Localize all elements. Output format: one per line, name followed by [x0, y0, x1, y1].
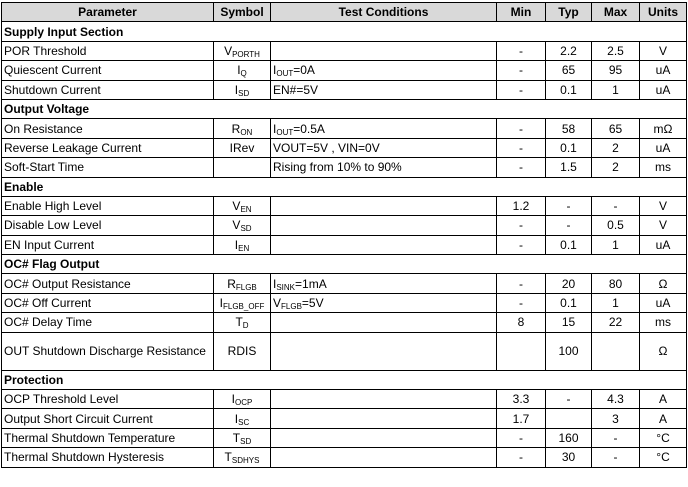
- symbol-cell: [214, 158, 271, 177]
- section-title: OC# Flag Output: [2, 255, 687, 274]
- table-row: [2, 274, 687, 293]
- table-row: [2, 41, 687, 60]
- table-row: [2, 448, 687, 467]
- max-cell: 1: [592, 235, 640, 254]
- header-max: Max: [592, 3, 640, 22]
- section-title: Supply Input Section: [2, 22, 687, 41]
- header-parameter: Parameter: [2, 3, 214, 22]
- symbol-main: I: [234, 237, 239, 252]
- condition-cell: [271, 428, 497, 447]
- condition-cell: [271, 196, 497, 215]
- parameter-cell: Thermal Shutdown Hysteresis: [2, 448, 214, 467]
- symbol-subscript: Q: [240, 69, 247, 79]
- units-cell: V: [640, 196, 687, 215]
- max-cell: 80: [592, 274, 640, 293]
- symbol-subscript: D: [242, 321, 249, 331]
- units-cell: ms: [640, 313, 687, 332]
- max-cell: -: [592, 196, 640, 215]
- max-cell: 4.3: [592, 390, 640, 409]
- typ-cell: 65: [546, 61, 592, 80]
- symbol-cell: [214, 448, 271, 467]
- symbol-subscript: OCP: [235, 398, 253, 408]
- parameter-cell: OC# Off Current: [2, 293, 214, 312]
- condition-cell: [271, 119, 497, 138]
- symbol-main: V: [232, 199, 241, 214]
- units-cell: uA: [640, 293, 687, 312]
- max-cell: 2: [592, 158, 640, 177]
- max-cell: -: [592, 428, 640, 447]
- condition-rest: =0.5A: [293, 121, 325, 136]
- typ-cell: 1.5: [546, 158, 592, 177]
- parameter-cell: Shutdown Current: [2, 80, 214, 99]
- symbol-main: T: [224, 450, 232, 465]
- symbol-cell: [214, 41, 271, 60]
- min-cell: -: [497, 119, 546, 138]
- units-cell: °C: [640, 448, 687, 467]
- condition-cell: [271, 390, 497, 409]
- condition-main: VOUT=5V , VIN=0V: [273, 140, 380, 155]
- section-header-row: [2, 370, 687, 389]
- table-row: [2, 313, 687, 332]
- typ-cell: 160: [546, 428, 592, 447]
- symbol-main: V: [224, 43, 233, 58]
- min-cell: 1.7: [497, 409, 546, 428]
- section-header-row: [2, 177, 687, 196]
- condition-main: EN#=5V: [273, 82, 319, 97]
- max-cell: 1: [592, 80, 640, 99]
- condition-main: I: [273, 276, 277, 291]
- typ-cell: 15: [546, 313, 592, 332]
- parameter-cell: POR Threshold: [2, 41, 214, 60]
- condition-cell: [271, 80, 497, 99]
- header-min: Min: [497, 3, 546, 22]
- condition-rest: =1mA: [295, 276, 327, 291]
- max-cell: 65: [592, 119, 640, 138]
- symbol-main: RDIS: [227, 344, 257, 359]
- symbol-main: IRev: [229, 140, 255, 155]
- condition-main: I: [273, 63, 277, 78]
- symbol-subscript: SD: [240, 437, 252, 446]
- parameter-cell: OC# Output Resistance: [2, 274, 214, 293]
- condition-cell: [271, 332, 497, 370]
- parameter-cell: On Resistance: [2, 119, 214, 138]
- units-cell: uA: [640, 138, 687, 157]
- header-test-conditions: Test Conditions: [271, 3, 497, 22]
- min-cell: -: [497, 61, 546, 80]
- symbol-cell: [214, 428, 271, 447]
- symbol-cell: [214, 119, 271, 138]
- min-cell: -: [497, 274, 546, 293]
- condition-cell: [271, 41, 497, 60]
- condition-cell: [271, 293, 497, 312]
- condition-subscript: OUT: [276, 127, 294, 137]
- units-cell: V: [640, 41, 687, 60]
- min-cell: -: [497, 41, 546, 60]
- condition-main: I: [273, 121, 277, 136]
- symbol-main: R: [231, 121, 241, 136]
- condition-subscript: OUT: [276, 69, 294, 79]
- condition-rest: =0A: [293, 63, 315, 78]
- table-row: [2, 390, 687, 409]
- symbol-cell: [214, 274, 271, 293]
- symbol-cell: [214, 332, 271, 370]
- typ-cell: 0.1: [546, 293, 592, 312]
- symbol-main: T: [235, 315, 243, 330]
- units-cell: mΩ: [640, 119, 687, 138]
- min-cell: -: [497, 216, 546, 235]
- symbol-subscript: ON: [240, 127, 253, 137]
- max-cell: 1: [592, 293, 640, 312]
- typ-cell: 0.1: [546, 235, 592, 254]
- units-cell: V: [640, 216, 687, 235]
- typ-cell: 0.1: [546, 138, 592, 157]
- condition-rest: =5V: [301, 296, 324, 311]
- symbol-subscript: EN: [238, 243, 250, 253]
- parameter-cell: Thermal Shutdown Temperature: [2, 428, 214, 447]
- parameter-cell: OUT Shutdown Discharge Resistance: [2, 332, 214, 370]
- max-cell: 2.5: [592, 41, 640, 60]
- table-row: [2, 235, 687, 254]
- header-symbol: Symbol: [214, 3, 271, 22]
- section-title: Protection: [2, 370, 687, 389]
- units-cell: A: [640, 390, 687, 409]
- condition-cell: [271, 138, 497, 157]
- units-cell: Ω: [640, 274, 687, 293]
- typ-cell: 58: [546, 119, 592, 138]
- max-cell: 0.5: [592, 216, 640, 235]
- header-row: [2, 3, 687, 22]
- typ-cell: [546, 409, 592, 428]
- symbol-main: R: [227, 276, 236, 291]
- symbol-main: I: [219, 296, 223, 311]
- condition-cell: [271, 274, 497, 293]
- typ-cell: 0.1: [546, 80, 592, 99]
- max-cell: 22: [592, 313, 640, 332]
- symbol-subscript: SD: [238, 88, 250, 98]
- symbol-subscript: PORTH: [232, 49, 260, 59]
- section-title: Output Voltage: [2, 99, 687, 118]
- parameter-cell: Enable High Level: [2, 196, 214, 215]
- condition-subscript: FLGB: [281, 302, 302, 312]
- units-cell: Ω: [640, 332, 687, 370]
- symbol-main: I: [234, 82, 239, 97]
- table-row: [2, 409, 687, 428]
- min-cell: [497, 332, 546, 370]
- parameter-cell: OC# Delay Time: [2, 313, 214, 332]
- symbol-subscript: SC: [238, 417, 250, 427]
- symbol-subscript: FLGB: [235, 282, 257, 292]
- condition-cell: [271, 313, 497, 332]
- symbol-cell: [214, 196, 271, 215]
- symbol-cell: [214, 138, 271, 157]
- section-header-row: [2, 22, 687, 41]
- symbol-cell: [214, 293, 271, 312]
- symbol-main: T: [232, 431, 241, 445]
- min-cell: 8: [497, 313, 546, 332]
- typ-cell: -: [546, 390, 592, 409]
- condition-cell: [271, 235, 497, 254]
- symbol-subscript: EN: [240, 205, 252, 215]
- table-row: [2, 428, 687, 447]
- max-cell: 95: [592, 61, 640, 80]
- condition-cell: [271, 61, 497, 80]
- parameter-cell: Quiescent Current: [2, 61, 214, 80]
- symbol-cell: [214, 216, 271, 235]
- typ-cell: 100: [546, 332, 592, 370]
- symbol-cell: [214, 390, 271, 409]
- section-title: Enable: [2, 177, 687, 196]
- spec-table: [1, 2, 687, 468]
- symbol-cell: [214, 313, 271, 332]
- typ-cell: 2.2: [546, 41, 592, 60]
- typ-cell: -: [546, 216, 592, 235]
- symbol-main: I: [234, 411, 239, 426]
- table-row: [2, 158, 687, 177]
- table-row: [2, 216, 687, 235]
- condition-cell: [271, 448, 497, 467]
- symbol-subscript: SDHYS: [231, 456, 260, 466]
- max-cell: [592, 332, 640, 370]
- units-cell: uA: [640, 61, 687, 80]
- table-row: [2, 80, 687, 99]
- units-cell: A: [640, 409, 687, 428]
- condition-main: Rising from 10% to 90%: [273, 160, 402, 175]
- units-cell: uA: [640, 80, 687, 99]
- units-cell: °C: [640, 428, 687, 447]
- typ-cell: -: [546, 196, 592, 215]
- condition-cell: [271, 409, 497, 428]
- min-cell: -: [497, 235, 546, 254]
- table-row: [2, 293, 687, 312]
- symbol-main: I: [231, 392, 235, 407]
- min-cell: -: [497, 138, 546, 157]
- min-cell: 1.2: [497, 196, 546, 215]
- table-row: [2, 138, 687, 157]
- symbol-cell: [214, 80, 271, 99]
- max-cell: 2: [592, 138, 640, 157]
- min-cell: -: [497, 428, 546, 447]
- units-cell: uA: [640, 235, 687, 254]
- parameter-cell: OCP Threshold Level: [2, 390, 214, 409]
- symbol-cell: [214, 61, 271, 80]
- min-cell: -: [497, 80, 546, 99]
- min-cell: -: [497, 448, 546, 467]
- parameter-cell: Soft-Start Time: [2, 158, 214, 177]
- parameter-cell: EN Input Current: [2, 235, 214, 254]
- min-cell: 3.3: [497, 390, 546, 409]
- typ-cell: 20: [546, 274, 592, 293]
- units-cell: ms: [640, 158, 687, 177]
- section-header-row: [2, 99, 687, 118]
- header-units: Units: [640, 3, 687, 22]
- section-header-row: [2, 255, 687, 274]
- parameter-cell: Reverse Leakage Current: [2, 138, 214, 157]
- max-cell: -: [592, 448, 640, 467]
- table-row: [2, 61, 687, 80]
- table-row: [2, 196, 687, 215]
- typ-cell: 30: [546, 448, 592, 467]
- header-typ: Typ: [546, 3, 592, 22]
- min-cell: -: [497, 158, 546, 177]
- condition-main: V: [273, 296, 282, 311]
- parameter-cell: Output Short Circuit Current: [2, 409, 214, 428]
- symbol-subscript: FLGB_OFF: [223, 302, 265, 312]
- symbol-cell: [214, 409, 271, 428]
- condition-cell: [271, 158, 497, 177]
- symbol-main: V: [232, 218, 241, 233]
- symbol-main: I: [237, 63, 241, 78]
- symbol-cell: [214, 235, 271, 254]
- table-row: [2, 119, 687, 138]
- parameter-cell: Disable Low Level: [2, 216, 214, 235]
- spec-table-body: [2, 22, 687, 467]
- min-cell: -: [497, 293, 546, 312]
- symbol-subscript: SD: [240, 224, 252, 234]
- table-row: [2, 332, 687, 370]
- max-cell: 3: [592, 409, 640, 428]
- condition-subscript: SINK: [276, 282, 296, 292]
- condition-cell: [271, 216, 497, 235]
